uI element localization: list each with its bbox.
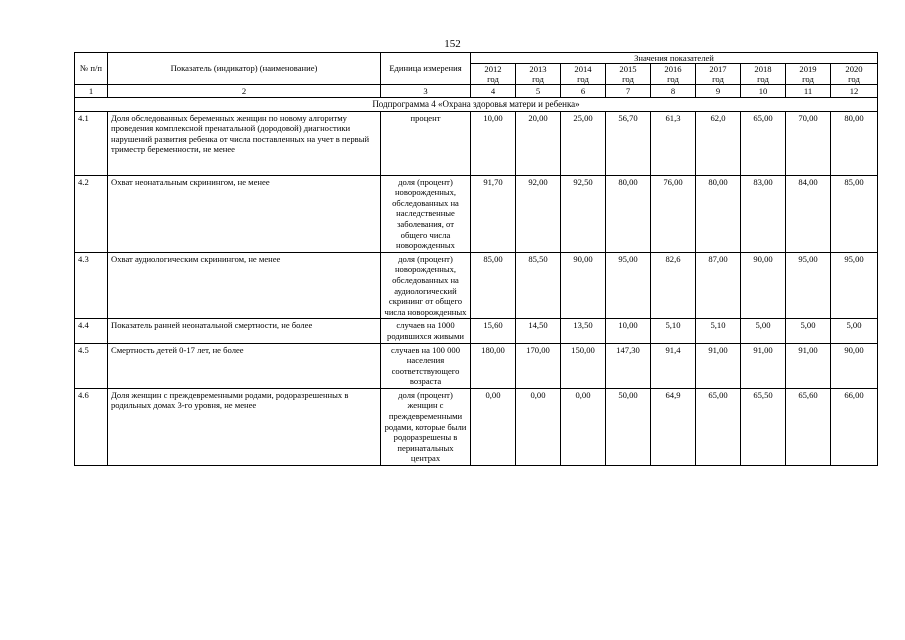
row-value: 5,10 [696,319,741,343]
row-indicator: Доля обследованных беременных женщин по новому алгоритму проведения комплексной пренатальной (дородовой) диагностики нарушений развития ребенка от числа поставленных на учет в первый триместр беременности, не менее [108,111,381,175]
row-value: 10,00 [606,319,651,343]
row-unit: доля (процент) новорожденных, обследованных на наследственные заболевания, от общего числа новорожденных [381,175,471,252]
row-value: 5,00 [831,319,878,343]
section-title: Подпрограмма 4 «Охрана здоровья матери и ребенка» [75,98,878,112]
row-indicator: Доля женщин с преждевременными родами, родоразрешенных в родильных домах 3-го уровня, не менее [108,388,381,465]
table-row [75,343,878,388]
row-value: 92,50 [561,175,606,252]
header-unit: Единица измерения [381,53,471,85]
row-value: 87,00 [696,252,741,319]
row-value: 84,00 [786,175,831,252]
row-num: 4.1 [75,111,108,175]
row-value: 61,3 [651,111,696,175]
row-value: 95,00 [786,252,831,319]
header-num: № п/п [75,53,108,85]
row-value: 90,00 [831,343,878,388]
row-value: 91,70 [471,175,516,252]
column-number: 8 [651,85,696,98]
table-row [75,175,878,252]
row-num: 4.2 [75,175,108,252]
column-number: 2 [108,85,381,98]
row-value: 56,70 [606,111,651,175]
row-num: 4.6 [75,388,108,465]
row-value: 20,00 [516,111,561,175]
column-number: 3 [381,85,471,98]
header-year: 2016 год [651,64,696,85]
row-indicator: Охват аудиологическим скринингом, не менее [108,252,381,319]
row-value: 70,00 [786,111,831,175]
header-year: 2012 год [471,64,516,85]
row-num: 4.5 [75,343,108,388]
row-num: 4.3 [75,252,108,319]
row-value: 5,00 [786,319,831,343]
header-year: 2018 год [741,64,786,85]
row-unit: случаев на 1000 родившихся живыми [381,319,471,343]
row-num: 4.4 [75,319,108,343]
row-value: 91,00 [786,343,831,388]
header-year: 2015 год [606,64,651,85]
row-value: 80,00 [606,175,651,252]
row-unit: процент [381,111,471,175]
row-value: 90,00 [741,252,786,319]
column-number: 9 [696,85,741,98]
row-indicator: Охват неонатальным скринингом, не менее [108,175,381,252]
row-value: 10,00 [471,111,516,175]
row-value: 65,00 [741,111,786,175]
column-number-row [75,85,878,98]
row-value: 170,00 [516,343,561,388]
row-value: 14,50 [516,319,561,343]
row-value: 95,00 [831,252,878,319]
row-value: 80,00 [696,175,741,252]
row-value: 91,00 [741,343,786,388]
header-year: 2019 год [786,64,831,85]
row-value: 147,30 [606,343,651,388]
row-value: 76,00 [651,175,696,252]
row-value: 80,00 [831,111,878,175]
row-unit: доля (процент) новорожденных, обследованных на аудиологический скрининг от общего числа новорожденных [381,252,471,319]
row-value: 13,50 [561,319,606,343]
row-indicator: Показатель ранней неонатальной смертности, не более [108,319,381,343]
header-values-title: Значения показателей [471,53,878,64]
header-year: 2014 год [561,64,606,85]
table-row [75,388,878,465]
row-value: 82,6 [651,252,696,319]
row-value: 5,00 [741,319,786,343]
column-number: 11 [786,85,831,98]
row-value: 0,00 [561,388,606,465]
column-number: 1 [75,85,108,98]
column-number: 10 [741,85,786,98]
row-unit: случаев на 100 000 населения соответствующего возраста [381,343,471,388]
row-value: 92,00 [516,175,561,252]
row-value: 25,00 [561,111,606,175]
row-value: 83,00 [741,175,786,252]
row-value: 0,00 [471,388,516,465]
table-row [75,252,878,319]
row-value: 95,00 [606,252,651,319]
row-value: 180,00 [471,343,516,388]
header-year: 2017 год [696,64,741,85]
row-value: 65,50 [741,388,786,465]
row-value: 91,00 [696,343,741,388]
row-value: 65,60 [786,388,831,465]
row-value: 90,00 [561,252,606,319]
row-value: 15,60 [471,319,516,343]
row-value: 85,00 [471,252,516,319]
indicators-table [74,52,878,466]
row-value: 150,00 [561,343,606,388]
row-value: 5,10 [651,319,696,343]
header-year: 2020 год [831,64,878,85]
row-value: 50,00 [606,388,651,465]
row-value: 85,50 [516,252,561,319]
section-row [75,98,878,112]
column-number: 7 [606,85,651,98]
row-indicator: Смертность детей 0-17 лет, не более [108,343,381,388]
row-value: 64,9 [651,388,696,465]
column-number: 4 [471,85,516,98]
row-unit: доля (процент) женщин с преждевременными родами, которые были родоразрешены в перинатальных центрах [381,388,471,465]
row-value: 62,0 [696,111,741,175]
header-indicator: Показатель (индикатор) (наименование) [108,53,381,85]
header-row-1 [75,53,878,64]
row-value: 85,00 [831,175,878,252]
column-number: 6 [561,85,606,98]
row-value: 0,00 [516,388,561,465]
row-value: 66,00 [831,388,878,465]
table-row [75,319,878,343]
column-number: 12 [831,85,878,98]
page-number: 152 [444,38,461,50]
row-value: 91,4 [651,343,696,388]
column-number: 5 [516,85,561,98]
header-year: 2013 год [516,64,561,85]
table-row [75,111,878,175]
row-value: 65,00 [696,388,741,465]
